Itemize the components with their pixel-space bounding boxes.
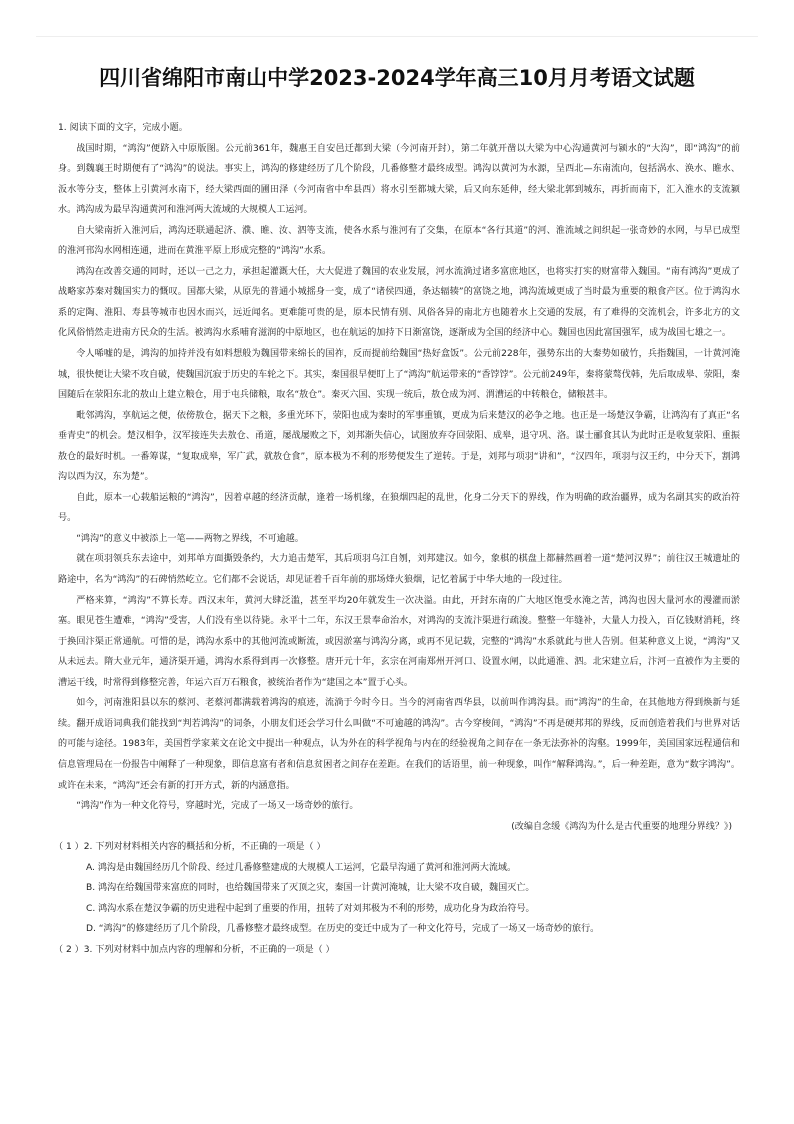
source-citation: (改编自念缓《鸿沟为什么是古代重要的地理分界线？》) xyxy=(511,821,732,832)
passage-paragraph: 就在项羽领兵东去途中，刘邦单方面撕毁条约，大力追击楚军，其后项羽乌江自刎，刘邦建汉。如今，象棋的棋盘上都赫然画着一道“楚河汉界”；前往汉王城遗址的路途中，名为“鸿沟”的石碑悄然屹立。它们都不会说话，却见证着千百年前的那场烽火狼烟，记忆着属于中华大地的一段过往。 xyxy=(58,554,740,586)
passage-paragraph: 如今，河南淮阳县以东的蔡河、老蔡河都满载着鸿沟的痕迹，流淌于今时今日。当今的河南省西华县，以前叫作鸿沟县。而“鸿沟”的生命，在其他地方得到焕新与延续。翻开成语词典我们能找到“判若鸿沟”的词条，小朋友们还会学习什么叫做“不可逾越的鸿沟”。古今穿梭间，“鸿沟”不再是硬邦邦的界线，反而创造着我们与世界对话的可能与途径。1983年，美国哲学家莱文在论文中提出一种观点，认为外在的科学视角与内在的经验视角之间存在一条无法弥补的沟壑。1999年，美国国家远程通信和信息管理局在一份报告中阐释了一种现象，即信息富有者和信息贫困者之间存在差距。在我们的话语里，前一种现象，叫作“解释鸿沟。”，后一种差距，意为“数字鸿沟”。或许在未来，“鸿沟”还会有新的打开方式，新的内涵意指。 xyxy=(58,698,740,791)
answer-option-d: D. “鸿沟”的修建经历了几个阶段，几番修整才最终成型。在历史的变迁中成为了一种文化符号，完成了一场又一场奇妙的旅行。 xyxy=(86,924,600,935)
passage-paragraph: 自此，原本一心载船运粮的“鸿沟”，因着卓越的经济贡献，逢着一场机缘，在狼烟四起的乱世，化身二分天下的界线，作为明确的政治疆界，成为名副其实的政治符号。 xyxy=(58,492,740,524)
passage-paragraph: “鸿沟”作为一种文化符号，穿越时光，完成了一场又一场奇妙的旅行。 xyxy=(76,801,359,812)
answer-option-c: C. 鸿沟水系在楚汉争霸的历史进程中起到了重要的作用，扭转了对刘邦极为不利的形势，成功化身为政治符号。 xyxy=(86,903,535,914)
top-divider xyxy=(36,36,758,37)
passage-paragraph: 令人唏嘘的是，鸿沟的加持并没有如料想般为魏国带来绵长的国祚，反而提前给魏国“热好盒饭”。公元前228年，强势东出的大秦势如破竹，兵指魏国，一计黄河淹城，很快便让大梁不攻自破，使魏国沉寂于历史的车轮之下。其实，秦国很早便盯上了“鸿沟”航运带来的“香饽饽”。公元前249年，秦将蒙骜伐韩，先后取成皋、荥阳，秦国随后在荥阳东北的敖山上建立粮仓，用于屯兵储粮，取名“敖仓”。秦灭六国、实现一统后，敖仓成为河、渭漕运的中转粮仓，储粮甚丰。 xyxy=(58,349,740,401)
answer-option-a: A. 鸿沟是由魏国经历几个阶段、经过几番修整建成的大规模人工运河，它最早沟通了黄河和淮河两大流域。 xyxy=(86,862,517,873)
passage-paragraph: 鸿沟在改善交通的同时，还以一己之力，承担起灌溉大任，大大促进了魏国的农业发展，河水流淌过诸多富庶地区，也将实打实的财富带入魏国。“南有鸿沟”更成了战略家苏秦对魏国实力的慨叹。国都大梁，从原先的普通小城摇身一变，成了“诸侯四通，条达辐辏”的富饶之地，鸿沟流域更成了当时最为重要的粮食产区。位于鸿沟水系的定陶、淮阳、寿县等城市也因水而兴，远近闻名。更难能可贵的是，原本民情有别、风俗各异的南北方也随着水上交通的发展，有了难得的交流机会，许多北方的文化风俗悄然走进南方民众的生活。被鸿沟水系哺育滋润的中原地区，也在航运的加持下日渐富饶，逐渐成为全国的经济中心。魏国也因此富国强军，成为战国七雄之一。 xyxy=(58,266,740,339)
passage-paragraph: 战国时期，“鸿沟”便跻入中原版图。公元前361年，魏惠王自安邑迁都到大梁（今河南开封），第二年就开凿以大梁为中心沟通黄河与颍水的“大沟”，即“鸿沟”的前身。到魏襄王时期便有了“鸿沟”的说法。事实上，鸿沟的修建经历了几个阶段，几番修整才最终成型。鸿沟以黄河为水源，呈西北—东南流向，包括涡水、涣水、睢水、汳水等分支，整体上引黄河水南下，经大梁西面的圃田泽（今河南省中牟县西）将水引至都城大梁，后又向东延伸，经大梁北郭到城东，再折而南下，汇入淮水的支流颍水。鸿沟成为最早沟通黄河和淮河两大流域的大规模人工运河。 xyxy=(58,143,740,216)
subquestion-stem: （ 2 ）3. 下列对材料中加点内容的理解和分析，不正确的一项是（ ） xyxy=(54,944,335,955)
passage-paragraph: 自大梁南折入淮河后，鸿沟还联通起济、濮、睢、汝、泗等支流，使各水系与淮河有了交集，在原本“各行其道”的河、淮流域之间织起一张奇妙的水网，与早已成型的淮河邗沟水网相连通，进而在黄淮平原上形成完整的“鸿沟”水系。 xyxy=(58,225,740,257)
answer-option-b: B. 鸿沟在给魏国带来富庶的同时，也给魏国带来了灭顶之灾，秦国一计黄河淹城，让大梁不攻自破，魏国灭亡。 xyxy=(86,883,535,894)
passage-paragraph: 严格来算，“鸿沟”不算长寿。西汉末年，黄河大肆泛滥，甚至平均20年就发生一次决溢。由此，开封东南的广大地区饱受水淹之苦，鸿沟也因大量河水的漫灌而淤塞。眼见苍生遭难，“鸿沟”受害，人们没有坐以待毙。永平十二年，东汉王景奉命治水，对鸿沟的支流汴渠进行疏浚。整整一年缝补，大量人力投入，百亿钱财消耗，终于换回汴渠正常通航。可惜的是，鸿沟水系中的其他河流或断流，或因淤塞与鸿沟分离，或再不见记载，完整的“鸿沟”水系就此与世人告别。但某种意义上说，“鸿沟”又从未远去。隋大业元年，通济渠开通，鸿沟水系得到再一次修整。唐开元十年，玄宗在河南郑州开河口、设置水闸，以此通淮、泗。北宋建立后，汴河一直被作为主要的漕运干线，时常得到修整完善，年运六百万石粮食，被统治者作为“建国之本”置于心头。 xyxy=(58,595,740,688)
subquestion-stem: （ 1 ）2. 下列对材料相关内容的概括和分析，不正确的一项是（ ） xyxy=(54,842,326,853)
passage-paragraph: “鸿沟”的意义中被添上一笔——两物之界线，不可逾越。 xyxy=(76,533,304,544)
passage-paragraph: 毗邻鸿沟，享航运之便，依傍敖仓，据天下之粮，多重光环下，荥阳也成为秦时的军事重镇，更成为后来楚汉的必争之地。也正是一场楚汉争霸，让鸿沟有了真正“名垂青史”的机会。楚汉相争，汉军接连失去敖仓、甬道，屡战屡败之下，刘邦渐失信心，试图放弃夺回荥阳、成皋，退守巩、洛。谋士郦食其认为此时正是收复荥阳、重振敖仓的最好时机。一番筹谋，“复取成皋，军广武，就敖仓食”，原本极为不利的形势便发生了逆转。于是，刘邦与项羽“讲和”，“汉四年，项羽与汉王约，中分天下，割鸿沟以西为汉，东为楚”。 xyxy=(58,410,740,483)
document-body xyxy=(54,118,740,960)
question-intro: 1. 阅读下面的文字，完成小题。 xyxy=(58,123,188,133)
page-title: 四川省绵阳市南山中学2023-2024学年高三10月月考语文试题 xyxy=(99,66,695,90)
